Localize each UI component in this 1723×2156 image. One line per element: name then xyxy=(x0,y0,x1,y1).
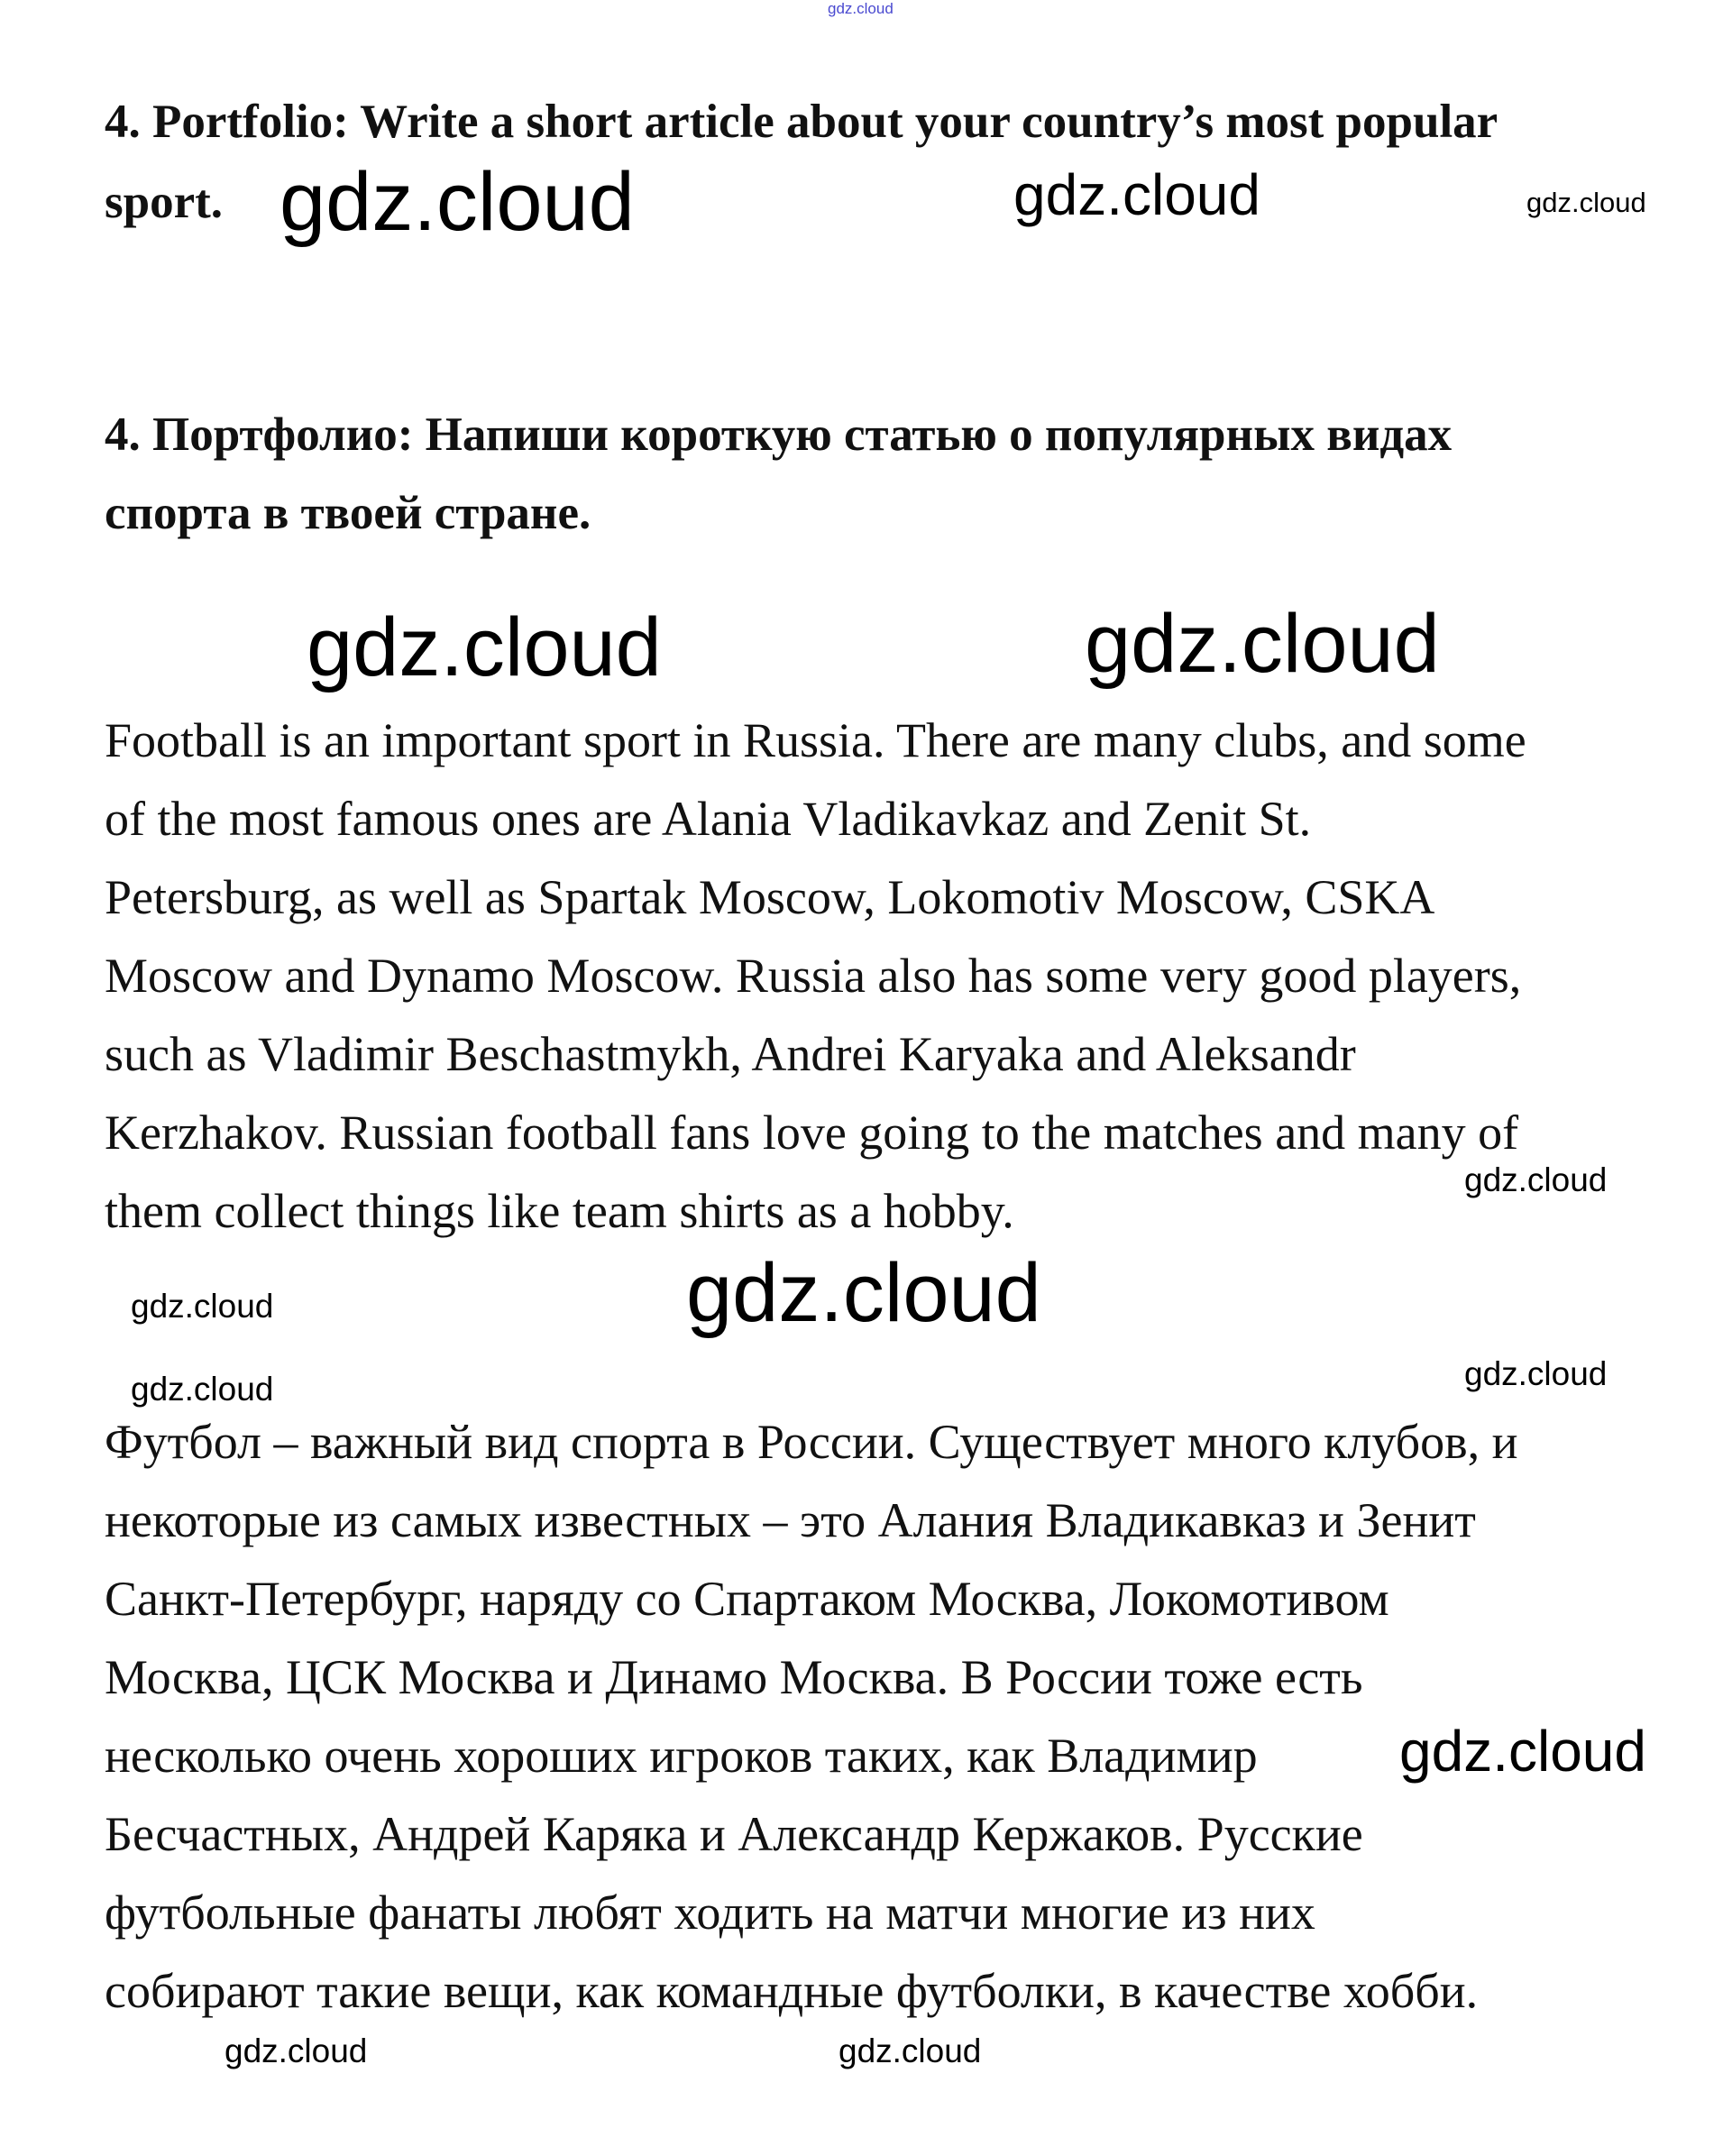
answer-ru-line: Бесчастных, Андрей Каряка и Александр Кержаков. Русские xyxy=(105,1807,1363,1861)
watermark: gdz.cloud xyxy=(225,2032,368,2069)
top-watermark: gdz.cloud xyxy=(828,0,894,17)
watermark: gdz.cloud xyxy=(131,1288,274,1325)
answer-en-line: Petersburg, as well as Spartak Moscow, Lokomotiv Moscow, CSKA xyxy=(105,870,1435,924)
answer-ru-line: футбольные фанаты любят ходить на матчи многие из них xyxy=(105,1885,1315,1940)
answer-ru-line: несколько очень хороших игроков таких, как Владимир xyxy=(105,1729,1258,1783)
answer-en-line: of the most famous ones are Alania Vladikavkaz and Zenit St. xyxy=(105,792,1312,846)
watermark: gdz.cloud xyxy=(1526,187,1646,218)
watermark: gdz.cloud xyxy=(1399,1719,1646,1784)
answer-en-line: them collect things like team shirts as a hobby. xyxy=(105,1184,1014,1238)
task-ru-line: спорта в твоей стране. xyxy=(105,487,591,539)
task-en-line: sport. xyxy=(105,176,224,228)
answer-en-line: Football is an important sport in Russia. There are many clubs, and some xyxy=(105,713,1526,767)
answer-en-line: Moscow and Dynamo Moscow. Russia also has some very good players, xyxy=(105,949,1522,1003)
watermark: gdz.cloud xyxy=(1464,1161,1608,1198)
answer-ru-line: Санкт-Петербург, наряду со Спартаком Москва, Локомотивом xyxy=(105,1572,1389,1626)
answer-ru-line: некоторые из самых известных – это Алания Владикавказ и Зенит xyxy=(105,1493,1476,1547)
watermark: gdz.cloud xyxy=(131,1371,274,1408)
watermark: gdz.cloud xyxy=(686,1247,1041,1339)
task-ru-line: 4. Портфолио: Напиши короткую статью о популярных видах xyxy=(105,408,1453,461)
answer-en-line: such as Vladimir Beschastmykh, Andrei Karyaka and Aleksandr xyxy=(105,1027,1356,1081)
answer-ru-line: Футбол – важный вид спорта в России. Существует много клубов, и xyxy=(105,1415,1518,1469)
answer-ru-line: собирают такие вещи, как командные футболки, в качестве хобби. xyxy=(105,1964,1479,2018)
answer-ru-line: Москва, ЦСК Москва и Динамо Москва. В России тоже есть xyxy=(105,1650,1363,1704)
watermark: gdz.cloud xyxy=(1085,598,1440,690)
task-en-line: 4. Portfolio: Write a short article about your country’s most popular xyxy=(105,96,1498,148)
watermark: gdz.cloud xyxy=(280,156,635,248)
watermark: gdz.cloud xyxy=(1464,1355,1608,1392)
watermark: gdz.cloud xyxy=(307,601,662,693)
answer-en-line: Kerzhakov. Russian football fans love going to the matches and many of xyxy=(105,1106,1519,1160)
watermark: gdz.cloud xyxy=(1013,162,1260,227)
watermark: gdz.cloud xyxy=(839,2032,982,2069)
